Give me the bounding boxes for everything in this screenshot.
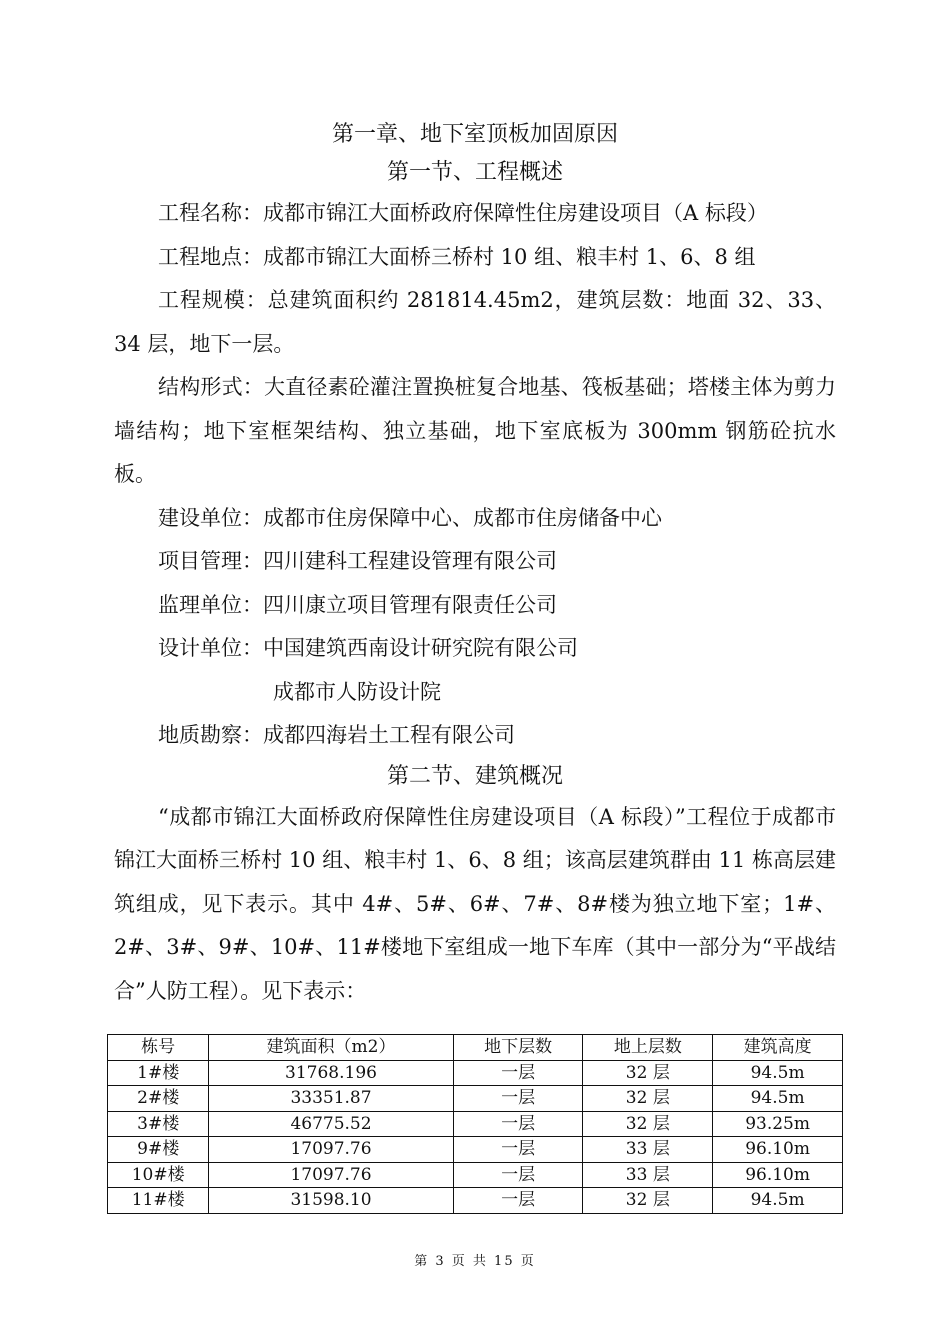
table-header-cell: 地下层数: [453, 1035, 583, 1061]
project-name: 工程名称：成都市锦江大面桥政府保障性住房建设项目（A 标段）: [158, 201, 768, 225]
supervision-unit: 监理单位：四川康立项目管理有限责任公司: [158, 592, 557, 617]
document-body: [114, 116, 836, 1013]
table-cell: 33351.87: [209, 1086, 453, 1112]
table-cell: 一层: [453, 1137, 583, 1163]
table-header-cell: 栋号: [108, 1035, 209, 1061]
table-cell: 10#楼: [108, 1162, 209, 1188]
table-cell: 一层: [453, 1060, 583, 1086]
design-unit-secondary: 成都市人防设计院: [273, 679, 441, 704]
table-cell: 32 层: [583, 1086, 713, 1112]
page-footer: 第 3 页 共 15 页: [414, 1254, 536, 1269]
section-title-building: 第二节、建筑概况: [386, 763, 563, 789]
table-cell: 93.25m: [713, 1111, 843, 1137]
table-header-cell: 地上层数: [583, 1035, 713, 1061]
table-header-cell: 建筑面积（m2）: [209, 1035, 453, 1061]
table-cell: 2#楼: [108, 1086, 209, 1112]
table-cell: 96.10m: [713, 1162, 843, 1188]
table-cell: 33 层: [583, 1162, 713, 1188]
table-cell: 一层: [453, 1188, 583, 1214]
table-cell: 32 层: [583, 1060, 713, 1086]
design-unit: 设计单位：中国建筑西南设计研究院有限公司: [158, 636, 578, 660]
table-cell: 33 层: [583, 1137, 713, 1163]
project-location: 工程地点：成都市锦江大面桥三桥村 10 组、粮丰村 1、6、8 组: [158, 244, 756, 269]
owner-unit: 建设单位：成都市住房保障中心、成都市住房储备中心: [158, 505, 662, 530]
table-row: [108, 1111, 843, 1137]
table-cell: 94.5m: [713, 1086, 843, 1112]
table-row: [108, 1162, 843, 1188]
table-cell: 一层: [453, 1162, 583, 1188]
table-header-row: [108, 1035, 843, 1061]
table-header-cell: 建筑高度: [713, 1035, 843, 1061]
building-overview: “成都市锦江大面桥政府保障性住房建设项目（A 标段）”工程位于成都市锦江大面桥三桥村 10 组、粮丰村 1、6、8 组；该高层建筑群由 11 栋高层建筑组成，见下表示。其中 4#、5#、6#、7#、8#楼为独立地下室；1#、2#、3#、9#、10#、11#楼地下室组成一地下车库（其中一部分为“平战结合”人防工程）。见下表示：: [114, 804, 836, 1003]
table-cell: 32 层: [583, 1188, 713, 1214]
table-cell: 一层: [453, 1086, 583, 1112]
table-cell: 46775.52: [209, 1111, 453, 1137]
table-cell: 11#楼: [108, 1188, 209, 1214]
table-cell: 9#楼: [108, 1137, 209, 1163]
structure-form: 结构形式：大直径素砼灌注置换桩复合地基、筏板基础；塔楼主体为剪力墙结构；地下室框架结构、独立基础，地下室底板为 300mm 钢筋砼抗水板。: [114, 375, 836, 486]
table-cell: 31768.196: [209, 1060, 453, 1086]
table-cell: 32 层: [583, 1111, 713, 1137]
table-row: [108, 1060, 843, 1086]
table-row: [108, 1188, 843, 1214]
table-cell: 1#楼: [108, 1060, 209, 1086]
table-cell: 17097.76: [209, 1162, 453, 1188]
table-cell: 96.10m: [713, 1137, 843, 1163]
chapter-title: 第一章、地下室顶板加固原因: [331, 122, 618, 147]
table-row: [108, 1137, 843, 1163]
table-cell: 一层: [453, 1111, 583, 1137]
project-scale: 工程规模：总建筑面积约 281814.45m2，建筑层数：地面 32、33、34 层，地下一层。: [114, 288, 836, 356]
table-cell: 94.5m: [713, 1060, 843, 1086]
table-cell: 31598.10: [209, 1188, 453, 1214]
geological-survey: 地质勘察：成都四海岩土工程有限公司: [158, 723, 515, 747]
table-row: [108, 1086, 843, 1112]
table-cell: 3#楼: [108, 1111, 209, 1137]
building-table: [107, 1034, 843, 1214]
table-cell: 94.5m: [713, 1188, 843, 1214]
project-management: 项目管理：四川建科工程建设管理有限公司: [158, 549, 557, 573]
section-title-overview: 第一节、工程概述: [386, 160, 563, 185]
table-cell: 17097.76: [209, 1137, 453, 1163]
